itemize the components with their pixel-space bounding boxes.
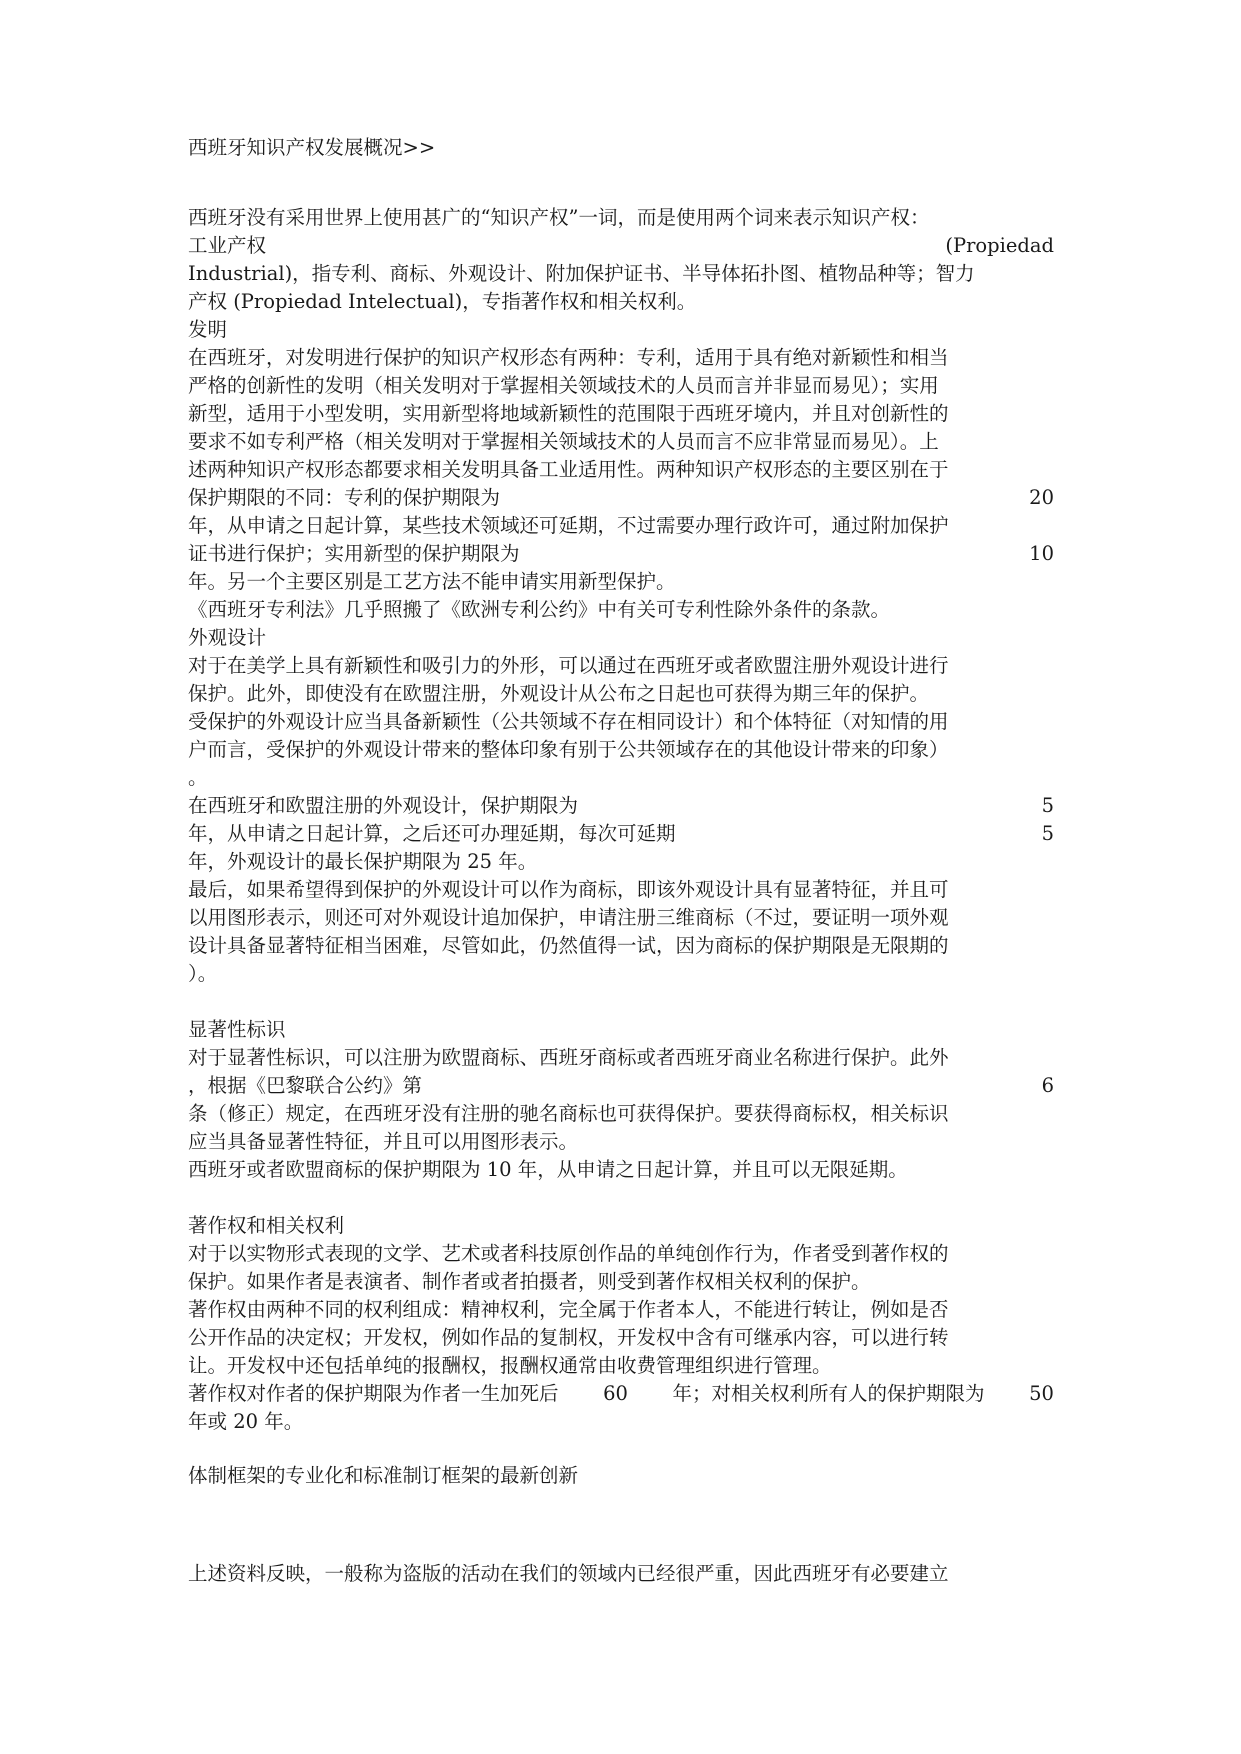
section-heading-design: 外观设计 (188, 626, 267, 649)
text-line: 严格的创新性的发明（相关发明对于掌握相关领域技术的人员而言并非显而易见）；实用 (188, 374, 939, 397)
text-line: 户而言，受保护的外观设计带来的整体印象有别于公共领域存在的其他设计带来的印象） (188, 738, 949, 761)
text-line: 对于在美学上具有新颖性和吸引力的外形，可以通过在西班牙或者欧盟注册外观设计进行 (188, 654, 949, 677)
document-title: 西班牙知识产权发展概况>> (188, 136, 436, 159)
section-heading-framework: 体制框架的专业化和标准制订框架的最新创新 (188, 1464, 579, 1487)
text-line: 工业产权 (Propiedad (188, 234, 1054, 257)
text-line: 受保护的外观设计应当具备新颖性（公共领域不存在相同设计）和个体特征（对知情的用 (188, 710, 949, 733)
text-line: Industrial)，指专利、商标、外观设计、附加保护证书、半导体拓扑图、植物品种等；智力 (188, 262, 975, 285)
text-line: 年，从申请之日起计算，某些技术领域还可延期，不过需要办理行政许可，通过附加保护 (188, 514, 949, 537)
section-heading-marks: 显著性标识 (188, 1018, 286, 1041)
text-line: 条（修正）规定，在西班牙没有注册的驰名商标也可获得保护。要获得商标权，相关标识 (188, 1102, 949, 1125)
text-line: 让。开发权中还包括单纯的报酬权，报酬权通常由收费管理组织进行管理。 (188, 1354, 832, 1377)
text-line: 产权 (Propiedad Intelectual)，专指著作权和相关权利。 (188, 290, 697, 313)
text-line: 应当具备显著性特征，并且可以用图形表示。 (188, 1130, 579, 1153)
text-line: 述两种知识产权形态都要求相关发明具备工业适用性。两种知识产权形态的主要区别在于 (188, 458, 949, 481)
text-line: 西班牙没有采用世界上使用甚广的“知识产权”一词，而是使用两个词来表示知识产权： (188, 206, 930, 229)
text-line: 保护。此外，即使没有在欧盟注册，外观设计从公布之日起也可获得为期三年的保护。 (188, 682, 930, 705)
text-line: 要求不如专利严格（相关发明对于掌握相关领域技术的人员而言不应非常显而易见）。上 (188, 430, 939, 453)
text-line: 公开作品的决定权；开发权，例如作品的复制权，开发权中含有可继承内容，可以进行转 (188, 1326, 949, 1349)
text-line: ，根据《巴黎联合公约》第 6 (188, 1074, 1054, 1097)
text-line: 在西班牙和欧盟注册的外观设计，保护期限为 5 (188, 794, 1054, 817)
text-line: 年或 20 年。 (188, 1410, 304, 1433)
text-line: 以用图形表示，则还可对外观设计追加保护，申请注册三维商标（不过，要证明一项外观 (188, 906, 949, 929)
text-line: 保护。如果作者是表演者、制作者或者拍摄者，则受到著作权相关权利的保护。 (188, 1270, 871, 1293)
text-line: 著作权由两种不同的权利组成：精神权利，完全属于作者本人，不能进行转让，例如是否 (188, 1298, 949, 1321)
text-line: 西班牙或者欧盟商标的保护期限为 10 年，从申请之日起计算，并且可以无限延期。 (188, 1158, 908, 1181)
section-heading-invention: 发明 (188, 318, 228, 341)
text-line: 最后，如果希望得到保护的外观设计可以作为商标，即该外观设计具有显著特征，并且可 (188, 878, 949, 901)
section-heading-copyright: 著作权和相关权利 (188, 1214, 345, 1237)
text-line: 年，从申请之日起计算，之后还可办理延期，每次可延期 5 (188, 822, 1054, 845)
text-line: 设计具备显著特征相当困难，尽管如此，仍然值得一试，因为商标的保护期限是无限期的 (188, 934, 949, 957)
text-line: 上述资料反映，一般称为盗版的活动在我们的领域内已经很严重，因此西班牙有必要建立 (188, 1562, 949, 1585)
text-line: 年。另一个主要区别是工艺方法不能申请实用新型保护。 (188, 570, 676, 593)
text-line: 新型，适用于小型发明，实用新型将地域新颖性的范围限于西班牙境内，并且对创新性的 (188, 402, 949, 425)
text-line: 保护期限的不同：专利的保护期限为 20 (188, 486, 1054, 509)
text-line: 。 (188, 766, 208, 789)
text-line: 著作权对作者的保护期限为作者一生加死后 60 年；对相关权利所有人的保护期限为 50 (188, 1382, 1054, 1405)
text-line: 《西班牙专利法》几乎照搬了《欧洲专利公约》中有关可专利性除外条件的条款。 (188, 598, 891, 621)
text-line: 在西班牙，对发明进行保护的知识产权形态有两种：专利，适用于具有绝对新颖性和相当 (188, 346, 949, 369)
text-line: 证书进行保护；实用新型的保护期限为 10 (188, 542, 1054, 565)
text-line: ）。 (188, 962, 218, 985)
text-line: 对于以实物形式表现的文学、艺术或者科技原创作品的单纯创作行为，作者受到著作权的 (188, 1242, 949, 1265)
text-line: 对于显著性标识，可以注册为欧盟商标、西班牙商标或者西班牙商业名称进行保护。此外 (188, 1046, 949, 1069)
text-line: 年，外观设计的最长保护期限为 25 年。 (188, 850, 538, 873)
